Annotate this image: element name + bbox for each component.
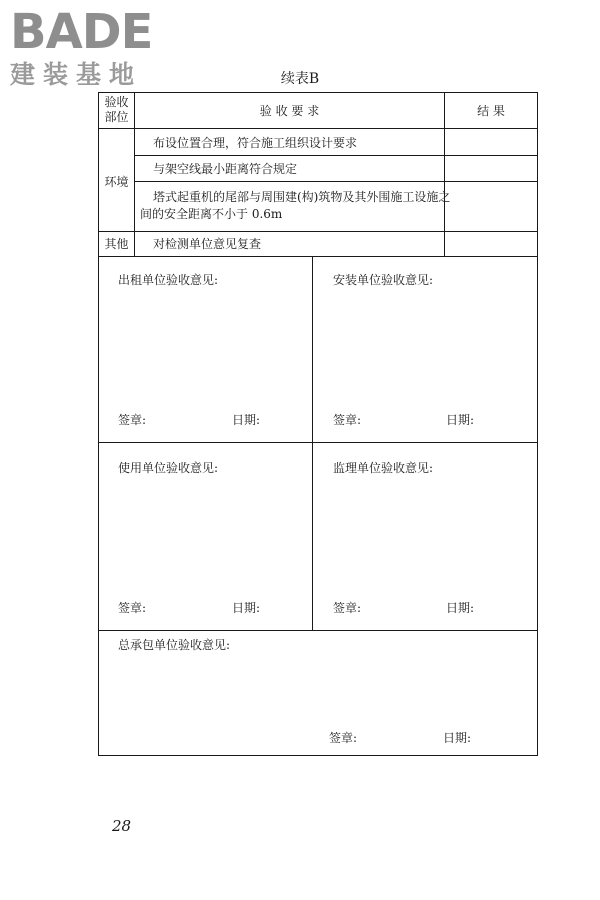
sign-label: 签章: <box>118 413 147 427</box>
requirement-row: 布设位置合理，符合施工组织设计要求 <box>153 136 358 150</box>
page-title: 续表B <box>280 71 320 87</box>
supervisor-opinion-label: 监理单位验收意见: <box>333 461 434 475</box>
date-label: 日期: <box>232 601 261 615</box>
rental-opinion-label: 出租单位验收意见: <box>118 273 219 287</box>
sign-label: 签章: <box>333 601 362 615</box>
installer-opinion-label: 安装单位验收意见: <box>333 273 434 287</box>
date-label: 日期: <box>446 601 475 615</box>
sign-label: 签章: <box>333 413 362 427</box>
logo-brand: BADE <box>10 4 153 60</box>
date-label: 日期: <box>443 731 472 745</box>
requirement-row: 与架空线最小距离符合规定 <box>153 162 298 176</box>
section-environment: 环境 <box>104 175 129 189</box>
user-opinion-label: 使用单位验收意见: <box>118 461 219 475</box>
date-label: 日期: <box>446 413 475 427</box>
requirement-row-line2: 间的安全距离不小于 0.6m <box>140 207 283 221</box>
header-requirement: 验 收 要 求 <box>259 104 320 118</box>
requirement-row: 对检测单位意见复查 <box>153 237 262 251</box>
contractor-opinion-label: 总承包单位验收意见: <box>118 638 231 652</box>
sign-label: 签章: <box>329 731 358 745</box>
sign-label: 签章: <box>118 601 147 615</box>
header-part: 验收部位 <box>104 95 129 124</box>
requirement-row-line1: 塔式起重机的尾部与周围建(构)筑物及其外围施工设施之 <box>153 190 451 204</box>
date-label: 日期: <box>232 413 261 427</box>
section-other: 其他 <box>104 237 129 251</box>
logo-subtitle: 建装基地 <box>10 60 143 89</box>
header-result: 结 果 <box>477 104 505 118</box>
page-number: 28 <box>112 817 132 835</box>
